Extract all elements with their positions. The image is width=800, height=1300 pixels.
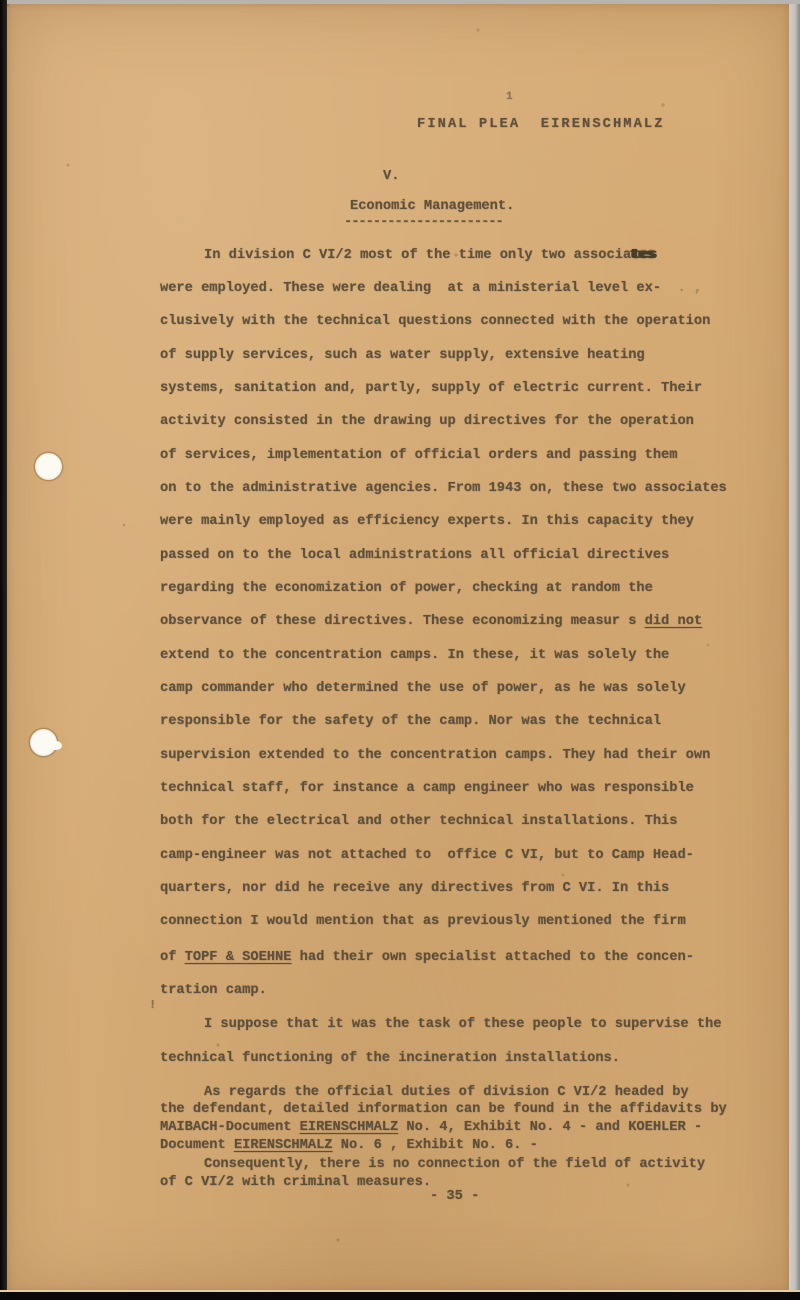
typed-segment: systems, sanitation and, partly, supply of electric current. Their xyxy=(160,381,703,396)
typed-line xyxy=(160,815,677,829)
typed-line xyxy=(160,984,267,998)
typed-line xyxy=(160,649,669,663)
typed-line xyxy=(160,882,669,896)
typed-line xyxy=(204,1158,705,1172)
typed-segment: of xyxy=(160,950,185,965)
typed-segment: observance of these directives. These economizing measur s xyxy=(160,614,645,629)
typed-segment: camp-engineer was not attached to office C VI, but to Camp Head- xyxy=(160,848,694,863)
document-header-title: FINAL PLEA EIRENSCHMALZ xyxy=(417,117,665,132)
typed-segment: quarters, nor did he receive any directives from C VI. In this xyxy=(160,881,670,896)
typed-line xyxy=(160,782,694,796)
typed-line xyxy=(160,749,710,763)
typed-segment: tration camp. xyxy=(160,983,267,998)
typed-segment-underline: did not xyxy=(644,614,703,629)
page-number: - 35 - xyxy=(430,1189,480,1204)
typed-segment: No. 6 , Exhibit No. 6. - xyxy=(332,1138,538,1153)
stray-typed-mark-margin: ! xyxy=(149,998,157,1012)
typed-segment: were mainly employed as efficiency experts. In this capacity they xyxy=(160,514,694,529)
typed-line xyxy=(160,449,677,463)
typed-line xyxy=(160,382,702,396)
typed-segment: extend to the concentration camps. In these, it was solely the xyxy=(160,648,670,663)
typed-line xyxy=(204,1086,689,1100)
typed-segment: camp commander who determined the use of power, as he was solely xyxy=(160,681,686,696)
typed-segment: technical functioning of the incineration installations. xyxy=(160,1051,620,1066)
scanner-bed-edge-right xyxy=(789,0,800,1300)
typed-segment-underline: TOPF & SOEHNE xyxy=(184,950,292,965)
typed-segment: had their own specialist attached to the concen- xyxy=(291,950,694,965)
typed-segment: Consequently, there is no connection of the field of activity xyxy=(204,1157,706,1172)
typed-line xyxy=(160,849,694,863)
typed-segment: technical staff, for instance a camp engineer who was responsible xyxy=(160,781,694,796)
typed-segment: No. 4, Exhibit No. 4 - and KOEHLER - xyxy=(398,1120,703,1135)
typed-line xyxy=(160,282,702,296)
punch-hole-top xyxy=(35,453,62,480)
typed-line xyxy=(160,349,645,363)
typed-line xyxy=(160,1121,702,1135)
typed-line xyxy=(160,515,694,529)
typed-line xyxy=(160,1176,431,1190)
typed-line xyxy=(204,1018,721,1032)
punch-hole-bottom xyxy=(30,729,57,756)
typed-segment: passed on to the local administrations all official directives xyxy=(160,548,670,563)
typed-segment: of C VI/2 with criminal measures. xyxy=(160,1175,432,1190)
paper-specks xyxy=(7,4,9,6)
typed-segment: MAIBACH-Document xyxy=(160,1120,300,1135)
typed-line xyxy=(160,1103,727,1117)
scanner-bed-edge-bottom xyxy=(0,1290,800,1300)
typed-segment-underline: EIRENSCHMALZ xyxy=(233,1138,333,1153)
typed-line xyxy=(204,249,656,263)
typed-segment: supervision extended to the concentration camps. They had their own xyxy=(160,748,711,763)
typed-segment-blot: tes xyxy=(631,248,656,263)
typed-line xyxy=(160,715,661,729)
typed-line xyxy=(160,582,653,596)
typed-segment: In division C VI/2 most of the time only two associa xyxy=(204,248,632,263)
typed-segment: of supply services, such as water supply, extensive heating xyxy=(160,348,645,363)
typed-line xyxy=(160,615,702,629)
typed-segment: regarding the economization of power, checking at random the xyxy=(160,581,653,596)
typed-segment: responsible for the safety of the camp. Nor was the technical xyxy=(160,714,662,729)
typed-line xyxy=(160,1052,620,1066)
stray-typed-mark-top: 1 xyxy=(506,91,513,103)
typed-line xyxy=(160,915,686,929)
typed-segment: of services, implementation of official orders and passing them xyxy=(160,448,678,463)
typed-segment: Document xyxy=(160,1138,234,1153)
typed-line xyxy=(160,951,694,965)
typed-segment: both for the electrical and other technical installations. This xyxy=(160,814,678,829)
document-paper xyxy=(7,4,789,1292)
typed-line xyxy=(160,315,710,329)
typed-line xyxy=(160,682,686,696)
typed-line xyxy=(160,482,727,496)
typed-line xyxy=(160,549,669,563)
typed-segment: clusively with the technical questions connected with the operation xyxy=(160,314,711,329)
section-title-underline: ---------------------- xyxy=(344,215,503,230)
typed-segment: As regards the official duties of division C VI/2 headed by xyxy=(204,1085,689,1100)
typed-segment: connection I would mention that as previously mentioned the firm xyxy=(160,914,686,929)
typed-line xyxy=(160,415,694,429)
typed-segment: the defendant, detailed information can be found in the affidavits by xyxy=(160,1102,727,1117)
section-number: V. xyxy=(383,169,400,184)
section-title: Economic Management. xyxy=(350,199,515,214)
typed-segment: on to the administrative agencies. From 1943 on, these two associates xyxy=(160,481,727,496)
typed-line xyxy=(160,1139,538,1153)
typed-segment-underline: EIRENSCHMALZ xyxy=(299,1120,399,1135)
typed-segment: activity consisted in the drawing up directives for the operation xyxy=(160,414,694,429)
typed-segment-faint: . , xyxy=(661,281,703,296)
typed-segment: I suppose that it was the task of these people to supervise the xyxy=(204,1017,722,1032)
scanner-bed-edge-left xyxy=(0,0,7,1300)
typed-segment: were employed. These were dealing at a ministerial level ex- xyxy=(160,281,662,296)
scanner-bed-edge-top xyxy=(0,0,800,4)
